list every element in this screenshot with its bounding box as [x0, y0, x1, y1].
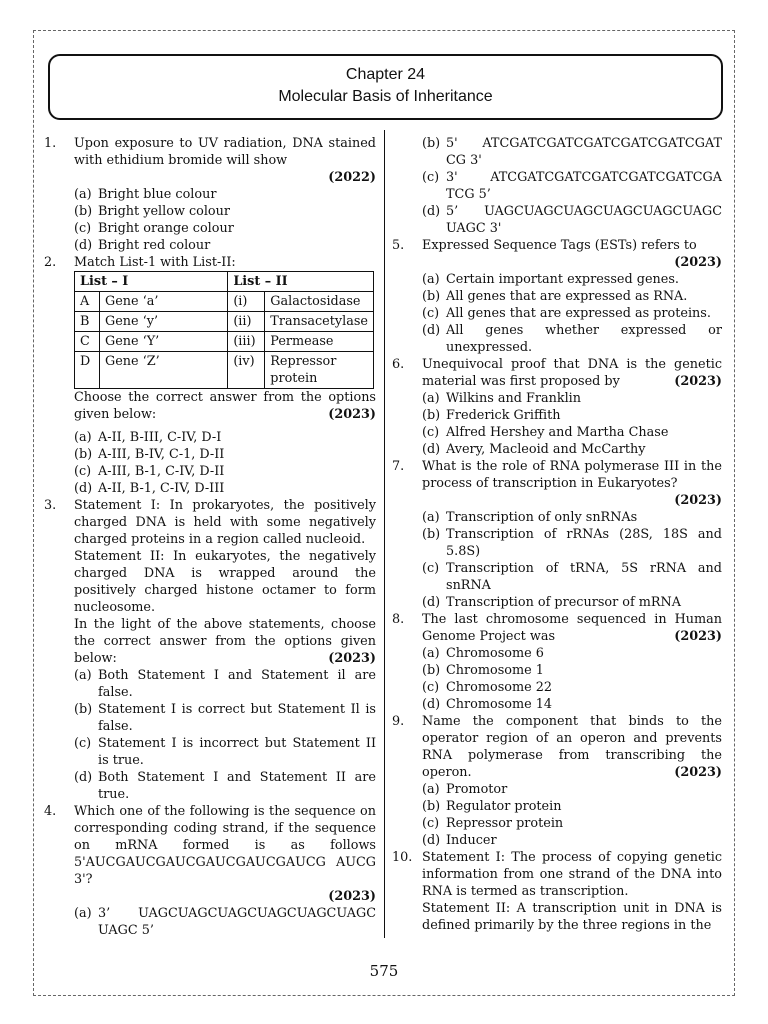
question-number: 2.	[44, 255, 57, 270]
question-number: 1.	[44, 136, 57, 151]
question-9	[392, 713, 722, 781]
question-number: 5.	[392, 238, 405, 253]
question-number: 6.	[392, 357, 405, 372]
question-number: 7.	[392, 459, 405, 474]
question-number: 3.	[44, 498, 57, 513]
question-number: 9.	[392, 714, 405, 729]
option: (c) All genes that are expressed as proteins.	[422, 306, 711, 321]
year-tag: (2023)	[674, 493, 722, 508]
option: (a) A-II, B-III, C-IV, D-I	[74, 430, 222, 445]
statement-2: Statement II: A transcription unit in DNA is defined primarily by the three regions in the	[422, 901, 722, 933]
chapter-number: Chapter 24	[345, 66, 426, 83]
question-text: Expressed Sequence Tags (ESTs) refers to	[422, 238, 697, 253]
option: (b) Regulator protein	[422, 799, 562, 814]
option: (d) Inducer	[422, 833, 497, 848]
question-5	[392, 237, 722, 271]
question-7	[392, 458, 722, 509]
chapter-title: Molecular Basis of Inheritance	[278, 88, 493, 105]
question-number: 8.	[392, 612, 405, 627]
option: (a) Transcription of only snRNAs	[422, 510, 638, 525]
question-6	[392, 356, 722, 390]
question-text: Match List-1 with List-II:	[74, 255, 236, 270]
option: (c) Repressor protein	[422, 816, 564, 831]
table-row: B Gene ‘y’ (ii) Transacetylase	[75, 312, 374, 332]
option: (c) 3' ATCGATCGATCGATCGATCGATCGA TCG 5’	[422, 170, 722, 202]
table-row: A Gene ‘a’ (i) Galactosidase	[75, 292, 374, 312]
question-2	[44, 254, 376, 271]
option: (b) Transcription of rRNAs (28S, 18S and 5.8S)	[422, 527, 722, 559]
question-number: 4.	[44, 804, 57, 819]
statement-2: Statement II: In eukaryotes, the negatively charged DNA is wrapped around the positively charged histone octamer to form nucleosome.	[74, 549, 376, 615]
option: (b) 5' ATCGATCGATCGATCGATCGATCGAT CG 3'	[422, 136, 722, 168]
option: (c) Statement I is incorrect but Statement II is true.	[74, 736, 376, 768]
option: (b) Statement I is correct but Statement Il is false.	[74, 702, 376, 734]
option: (d) 5’ UAGCUAGCUAGCUAGCUAGCUAGC UAGC 3'	[422, 204, 722, 236]
question-text: Name the component that binds to the operator region of an operon and prevents RNA polymerase from transcribing the operon.	[422, 714, 722, 780]
option: (a) Chromosome 6	[422, 646, 544, 661]
option: (b) All genes that are expressed as RNA.	[422, 289, 688, 304]
option: (c) Alfred Hershey and Martha Chase	[422, 425, 669, 440]
option: (b) Frederick Griffith	[422, 408, 561, 423]
year-tag: (2023)	[328, 407, 376, 422]
table-row: C Gene ‘Y’ (iii) Permease	[75, 332, 374, 352]
option: (d) Transcription of precursor of mRNA	[422, 595, 681, 610]
question-text: The last chromosome sequenced in Human Genome Project was	[422, 612, 722, 644]
statement-1: Statement I: The process of copying genetic information from one strand of the DNA into RNA is termed as transcription.	[422, 850, 722, 899]
right-column	[392, 135, 722, 934]
option: (c) Chromosome 22	[422, 680, 553, 695]
page-number: 575	[369, 962, 399, 980]
question-3	[44, 497, 376, 667]
year-tag: (2023)	[328, 651, 376, 666]
question-number: 10.	[392, 850, 413, 865]
left-column	[44, 135, 376, 939]
question-1	[44, 135, 376, 186]
table-header: List – I	[75, 272, 228, 292]
question-text: Upon exposure to UV radiation, DNA stained with ethidium bromide will show	[74, 136, 376, 168]
year-tag: (2023)	[328, 889, 376, 904]
question-10	[392, 849, 722, 934]
option: (d) Bright red colour	[74, 238, 211, 253]
table-header: List – II	[228, 272, 374, 292]
question-8	[392, 611, 722, 645]
option: (c) Bright orange colour	[74, 221, 234, 236]
table-row: D Gene ‘Z’ (iv) Repressor protein	[75, 352, 374, 389]
option: (a) Both Statement I and Statement il are false.	[74, 668, 376, 700]
option: (c) A-III, B-1, C-IV, D-II	[74, 464, 225, 479]
option: (d) Avery, Macleoid and McCarthy	[422, 442, 646, 457]
option: (b) Chromosome 1	[422, 663, 544, 678]
option: (a) Promotor	[422, 782, 508, 797]
option: (d) All genes whether expressed or unexpressed.	[422, 323, 722, 355]
statement-1: Statement I: In prokaryotes, the positively charged DNA is held with some negatively charged proteins in a region called nucleoid.	[74, 498, 376, 547]
question-text: What is the role of RNA polymerase III in the process of transcription in Eukaryotes?	[422, 459, 722, 491]
option: (d) Chromosome 14	[422, 697, 553, 712]
option: (d) A-II, B-1, C-IV, D-III	[74, 481, 225, 496]
question-4	[44, 803, 376, 905]
year-tag: (2023)	[674, 374, 722, 389]
match-table	[74, 271, 374, 389]
year-tag: (2023)	[674, 765, 722, 780]
option: (d) Both Statement I and Statement II are true.	[74, 770, 376, 802]
option: (b) Bright yellow colour	[74, 204, 230, 219]
chapter-header	[48, 54, 723, 120]
option: (a) Bright blue colour	[74, 187, 217, 202]
column-divider	[384, 130, 385, 938]
option: (b) A-III, B-IV, C-1, D-II	[74, 447, 225, 462]
year-tag: (2023)	[674, 255, 722, 270]
instruction: In the light of the above statements, choose the correct answer from the options given below:	[74, 617, 376, 666]
question-2-instruction: Choose the correct answer from the options given below: (2023)	[74, 390, 376, 422]
year-tag: (2022)	[328, 170, 376, 185]
year-tag: (2023)	[674, 629, 722, 644]
question-text: Which one of the following is the sequence on corresponding coding strand, if the sequence on mRNA formed is as follows 5'AUCGAUCGAUCGAUCGAUCGAUCG AUCG 3'?	[74, 804, 376, 887]
option: (a) Wilkins and Franklin	[422, 391, 582, 406]
option: (a) 3’ UAGCUAGCUAGCUAGCUAGCUAGC UAGC 5’	[74, 906, 376, 938]
question-text: Unequivocal proof that DNA is the genetic material was first proposed by	[422, 357, 722, 389]
option: (a) Certain important expressed genes.	[422, 272, 679, 287]
option: (c) Transcription of tRNA, 5S rRNA and snRNA	[422, 561, 722, 593]
